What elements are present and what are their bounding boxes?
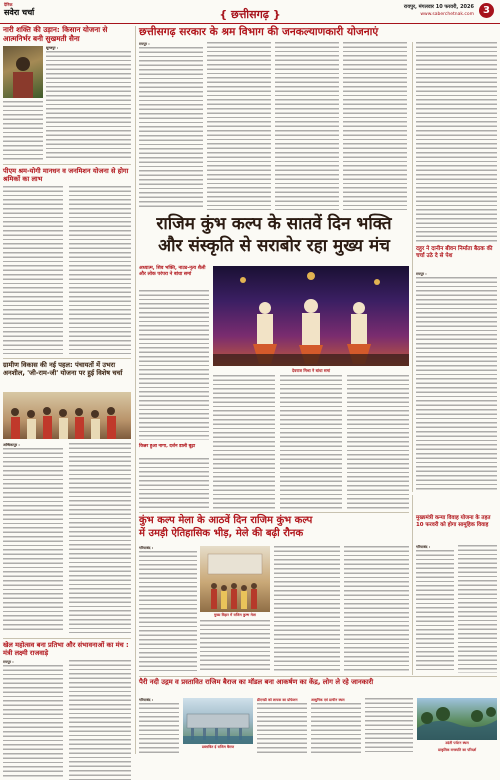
main-photo-caption: देवराज मिश्रा ने बांधा समां [291,368,331,373]
bottom-photo-2 [417,698,497,740]
middle-body-3 [344,546,409,672]
left-headline-1: नारी शक्ति की उड़ान: किसान योजना से आत्मनिर्भर बनी सुखमती सैना [3,25,108,43]
page-number-badge: 3 [479,3,494,18]
left-headline-4: खेल महोत्सव बना प्रतिभा और संभावनाओं का मंच : मंत्री लक्ष्मी राजवाड़े [3,641,129,657]
main-story-banner [139,213,409,261]
left-body-3: अम्बिकापुर : [3,443,63,633]
bottom-photo-1 [183,698,253,744]
left-headline-2: पीएम श्रम-योगी मानधन व जनमिशन योजना से होगा श्रमिकों का लाभ [3,167,129,183]
left-photo-1 [3,46,43,98]
left-column [3,26,133,756]
bottom-photo-caption: प्रस्तावित ई राजिम बैराज [201,745,235,749]
main-headline-line2: और संस्कृति से सराबोर रहा मुख्य मंच [158,236,390,256]
brand-small: दैनिक [4,2,13,7]
main-subhead-1: अध्यात्म, शिव भक्ति, नाट्य-नृत्य शैली और लोक परंपरा ने बांधा समां [139,266,206,277]
bottom-photo-caption-2: उदंती पर्यटन स्थल [445,741,469,745]
bottom-subhead-2: प्राकृतिक वनस्पति का परिदर्श [437,748,477,752]
left-body-4b [69,660,131,780]
left-body-2 [3,186,63,354]
top-story-body: रायपुर : [139,42,409,210]
date-line: रायपुर, मंगलवार 10 फरवरी, 2026 [403,4,474,10]
bottom-story-headline: पैरी नदी उद्गम व प्रस्तावित राजिम बैराज का मॉडल बना आकर्षण का केंद्र, लोग ले रहे जानकारी [139,678,374,686]
middle-body-1c [200,620,270,672]
left-body-1: सूरजपुर : [46,46,131,161]
middle-photo [200,546,270,612]
main-body-1 [139,290,209,440]
side-body-top [416,42,497,242]
middle-body-2 [274,546,340,672]
middle-body-1: गरियाबंद : [139,546,197,672]
main-headline-line1: राजिम कुंभ कल्प के सातवें दिन भक्ति [156,214,392,234]
side-story-body: रायपुर : [416,272,497,492]
section-title: { छत्तीसगढ़ } [219,8,281,21]
left-body-3b [69,443,131,633]
bottom-body-3: आधुनिक एवं प्राचीन स्थल [311,698,361,754]
masthead [0,0,500,24]
middle-photo-caption: मुख्य विहार में राजिम कुम्भ मेला [213,613,256,617]
main-body-1b [139,458,209,508]
middle-headline-line2: में उमड़ी ऐतिहासिक भीड़, मेले की बढ़ी रौनक [139,527,304,539]
left-body-2b [69,186,131,354]
right-story-headline: मुख्यमंत्री कन्या विवाह योजना के तहत 10 फरवरी को होगा सामूहिक विवाह [416,515,491,528]
main-body-4 [347,375,409,509]
top-story-headline: छत्तीसगढ़ सरकार के श्रम विभाग की जनकल्याणकारी योजनाएं [139,26,379,38]
main-body-3 [280,375,342,509]
bottom-body-2: डीएनडी को लायक का प्रोफेशन [257,698,307,754]
bottom-body-4 [365,698,413,754]
main-body-2 [213,375,275,509]
middle-headline-line1: कुंभ कल्प मेला के आठवें दिन राजिम कुंभ कल्प [139,515,313,526]
left-body-1b [3,101,43,161]
main-subhead-2: किन्नर हुआ नागा, दर्शन डाली बूढ़ा [139,444,196,449]
middle-story-headline [139,515,409,540]
left-headline-3: ग्रामीण विकास की नई पहल: पंचायतों में उभरा अनशील, 'जी-राम-जी' योजना पर हुई विशेष चर्चा [3,361,123,377]
left-body-4: रायपुर : [3,660,63,780]
right-story-body: गरियाबंद : [416,545,497,673]
bottom-body-1: गरियाबंद : [139,698,179,754]
main-photo [213,266,409,366]
side-story-headline: दहुर ने दानीन बीवन निर्माता बैठक की चर्चा उठे दे से पेश [416,246,493,259]
brand-name: सवेरा चर्चा [4,8,35,17]
left-photo-3 [3,392,131,439]
website: www.saberchetnak.com [420,12,474,17]
